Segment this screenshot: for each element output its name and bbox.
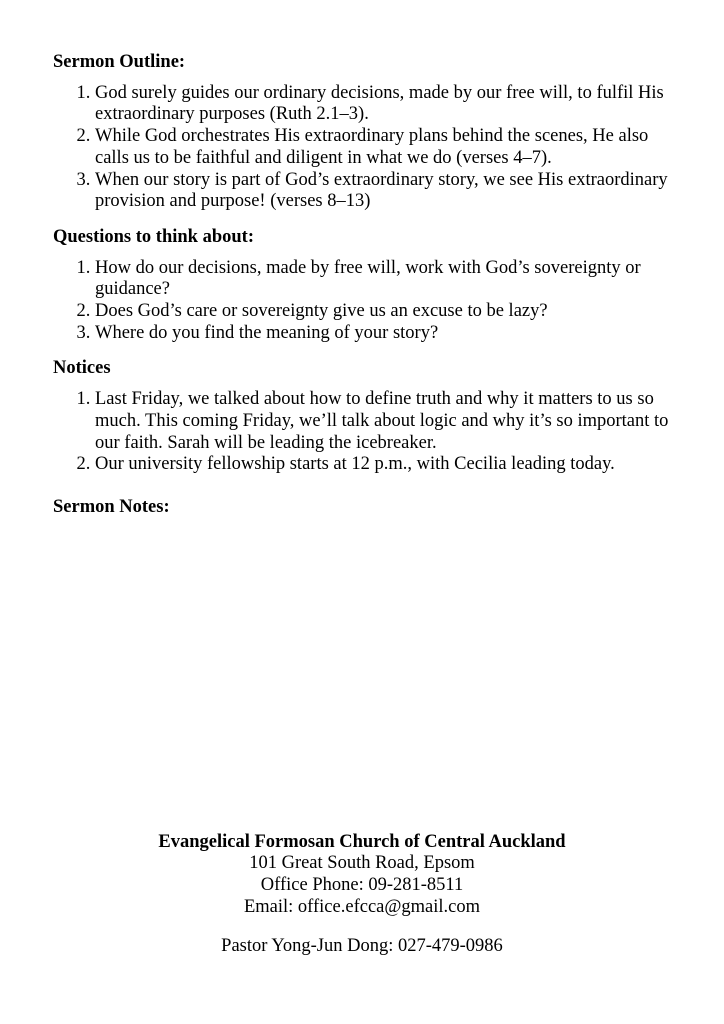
notices-heading: Notices xyxy=(53,358,111,379)
footer-contact-block xyxy=(0,832,724,959)
notice-item-1: 1. Last Friday, we talked about how to define truth and why it matters to us so much. This coming Friday, we’ll talk about logic and why it’s so important to our faith. Sarah will be leading the icebreaker. xyxy=(95,389,675,454)
question-item-2: 2. Does God’s care or sovereignty give us an excuse to be lazy? xyxy=(95,301,675,323)
church-email: Email: office.efcca@gmail.com xyxy=(243,896,481,917)
questions-list xyxy=(53,258,675,345)
church-name: Evangelical Formosan Church of Central Auckland xyxy=(158,831,566,852)
question-item-1: 1. How do our decisions, made by free will, work with God’s sovereignty or guidance? xyxy=(95,258,675,301)
office-phone: Office Phone: 09-281-8511 xyxy=(260,875,464,896)
notices-list xyxy=(53,389,675,476)
section-notices xyxy=(53,358,675,476)
questions-heading: Questions to think about: xyxy=(53,226,254,247)
section-questions xyxy=(53,227,675,345)
sermon-outline-item-2: 2. While God orchestrates His extraordinary plans behind the scenes, He also calls us to be faithful and diligent in what we do (verses 4–7). xyxy=(95,126,675,169)
church-address: 101 Great South Road, Epsom xyxy=(249,853,475,874)
sermon-outline-item-1: 1. God surely guides our ordinary decisions, made by our free will, to fulfil His extraordinary purposes (Ruth 2.1–3). xyxy=(95,83,675,126)
sermon-outline-item-3: 3. When our story is part of God’s extraordinary story, we see His extraordinary provision and purpose! (verses 8–13) xyxy=(95,170,675,213)
sermon-outline-list xyxy=(53,83,675,213)
section-sermon-outline xyxy=(53,52,675,213)
sermon-notes-heading: Sermon Notes: xyxy=(53,496,170,517)
pastor-contact: Pastor Yong-Jun Dong: 027-479-0986 xyxy=(221,936,503,957)
notice-item-2: 2. Our university fellowship starts at 12 p.m., with Cecilia leading today. xyxy=(95,454,675,476)
sermon-outline-heading: Sermon Outline: xyxy=(53,52,186,72)
question-item-3: 3. Where do you find the meaning of your story? xyxy=(95,323,675,345)
